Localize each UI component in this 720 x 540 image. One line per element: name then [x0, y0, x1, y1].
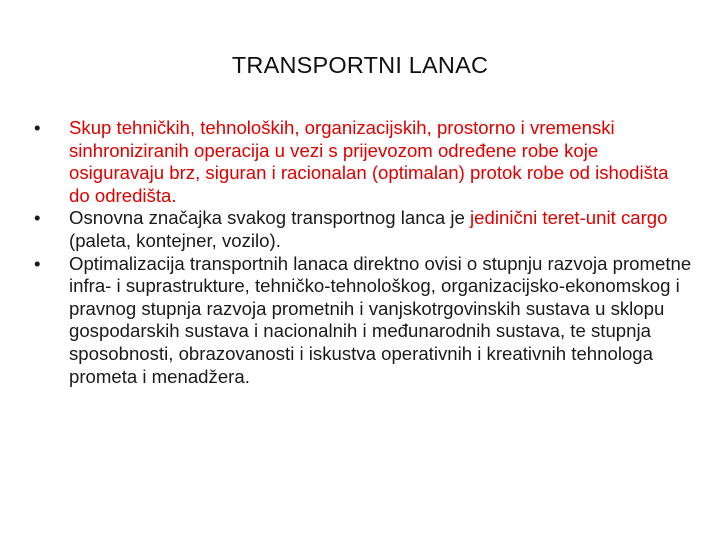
bullet-item: [34, 253, 694, 389]
bullet-text-part: direktno ovisi o stupnju razvoja prometne infra- i suprastrukture, tehničko-tehnološkog, organizacijsko-ekonomskog i pravnog stupnja razvoja prometnih i vanjskotrgovinskih sustava u sklopu gospodarskih sustava i nacionalnih i međunarodnih sustava, te stupnja sposobnosti, obrazovanosti i iskustva operativnih i kreativnih tehnologa prometa i menadžera.: [69, 252, 692, 387]
definition-text: Skup tehničkih, tehnoloških, organizacijskih, prostorno i vremenski sinhroniziranih operacija u vezi s prijevozom određene robe koje osiguravaju brz, siguran i racionalan (optimalan) protok robe od ishodišta do odredišta.: [69, 117, 669, 206]
bullet-text-part: Optimalizacija transportnih lanaca: [69, 252, 354, 274]
bullet-text-part: Osnovna značajka svakog transportnog lanca je: [69, 207, 471, 229]
bullet-text-part: (paleta, kontejner, vozilo).: [69, 229, 281, 251]
bullet-list: [34, 117, 694, 388]
bullet-dot: •: [34, 207, 41, 229]
bullet-dot: •: [34, 117, 41, 138]
bullet-dot: •: [34, 252, 41, 274]
slide-title: TRANSPORTNI LANAC: [231, 52, 489, 78]
bullet-item: [34, 117, 694, 207]
bullet-item: [34, 207, 694, 252]
highlight-text: jedinični teret-unit cargo: [470, 207, 668, 229]
